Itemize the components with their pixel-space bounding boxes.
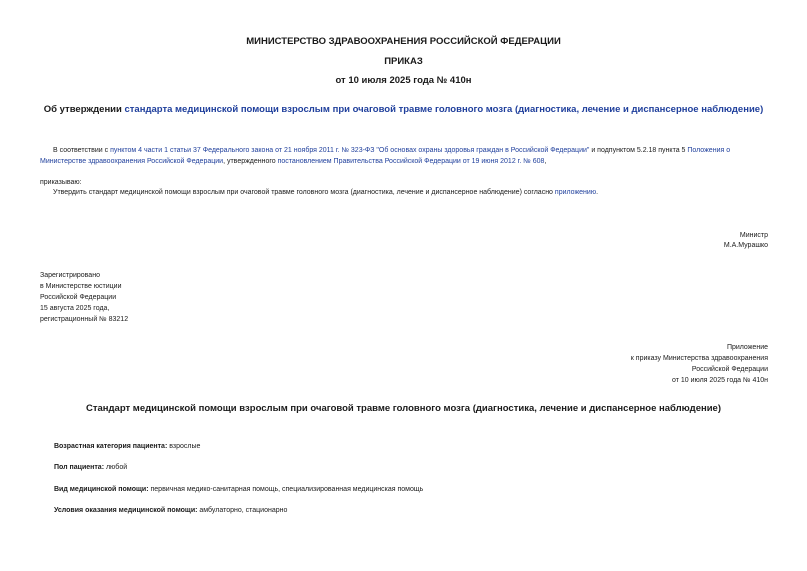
appendix-line-4: от 10 июля 2025 года № 410н <box>671 377 768 384</box>
registration-line-3: Российской Федерации <box>40 294 117 301</box>
law-link[interactable]: пунктом 4 части 1 статьи 37 Федерального закона от 21 ноября 2011 г. № 323-ФЗ "Об основах охраны здоровья граждан в Российской Федерации" <box>110 147 590 154</box>
order-body: Утвердить стандарт медицинской помощи взрослым при очаговой травме головного мозга (диагностика, лечение и диспансерное наблюдение) согласно <box>53 189 555 196</box>
standard-title: Стандарт медицинской помощи взрослым при очаговой травме головного мозга (диагностика, лечение и диспансерное наблюдение) <box>85 403 722 414</box>
signature-position: Министр <box>739 232 768 239</box>
order-title <box>0 104 807 115</box>
field-care-type <box>54 484 423 495</box>
registration-line-2: в Министерстве юстиции <box>40 283 122 290</box>
regulation-link-part1[interactable]: Положения о <box>687 147 731 154</box>
order-end: . <box>596 189 599 196</box>
regulation-link-part2[interactable]: Министерстве здравоохранения Российской Федерации <box>40 158 224 165</box>
ministry-heading: МИНИСТЕРСТВО ЗДРАВООХРАНЕНИЯ РОССИЙСКОЙ ФЕДЕРАЦИИ <box>246 36 561 47</box>
appendix-line-2: к приказу Министерства здравоохранения <box>630 355 768 362</box>
title-prefix: Об утверждении <box>43 104 125 115</box>
appendix-block <box>631 342 768 386</box>
order-text <box>53 187 598 198</box>
government-decree-link[interactable]: постановлением Правительства Российской Федерации от 19 июня 2012 г. № 608 <box>277 158 545 165</box>
preamble-text-2: и подпунктом 5.2.18 пункта 5 <box>589 147 688 154</box>
order-word: приказываю: <box>40 179 82 186</box>
preamble-text-1: В соответствии с <box>53 147 111 154</box>
field-label: Вид медицинской помощи: <box>54 486 149 493</box>
field-patient-sex <box>54 462 127 473</box>
registration-line-1: Зарегистрировано <box>40 272 100 279</box>
preamble-text-4: , <box>544 158 547 165</box>
field-value: амбулаторно, стационарно <box>197 507 288 514</box>
registration-line-4: 15 августа 2025 года, <box>40 305 110 312</box>
title-standard-link[interactable]: стандарта медицинской помощи взрослым при очаговой травме головного мозга (диагностика, лечение и диспансерное наблюдение) <box>124 104 764 115</box>
field-label: Условия оказания медицинской помощи: <box>54 507 198 514</box>
field-value: взрослые <box>167 443 201 450</box>
registration-line-5: регистрационный № 83212 <box>40 316 129 323</box>
appendix-line-3: Российской Федерации <box>691 366 768 373</box>
preamble-paragraph <box>40 145 770 167</box>
signature-name: М.А.Мурашко <box>723 242 768 249</box>
registration-block <box>40 270 128 325</box>
field-care-conditions <box>54 505 287 516</box>
appendix-link[interactable]: приложению <box>554 189 597 196</box>
order-date-number: от 10 июля 2025 года № 410н <box>335 75 472 86</box>
field-value: любой <box>104 464 128 471</box>
doc-type-heading: ПРИКАЗ <box>384 56 423 67</box>
appendix-line-1: Приложение <box>726 344 768 351</box>
preamble-text-3: , утвержденного <box>223 158 278 165</box>
field-label: Возрастная категория пациента: <box>54 443 168 450</box>
field-label: Пол пациента: <box>54 464 105 471</box>
field-value: первичная медико-санитарная помощь, специализированная медицинская помощь <box>148 486 424 493</box>
field-age-category <box>54 441 200 452</box>
